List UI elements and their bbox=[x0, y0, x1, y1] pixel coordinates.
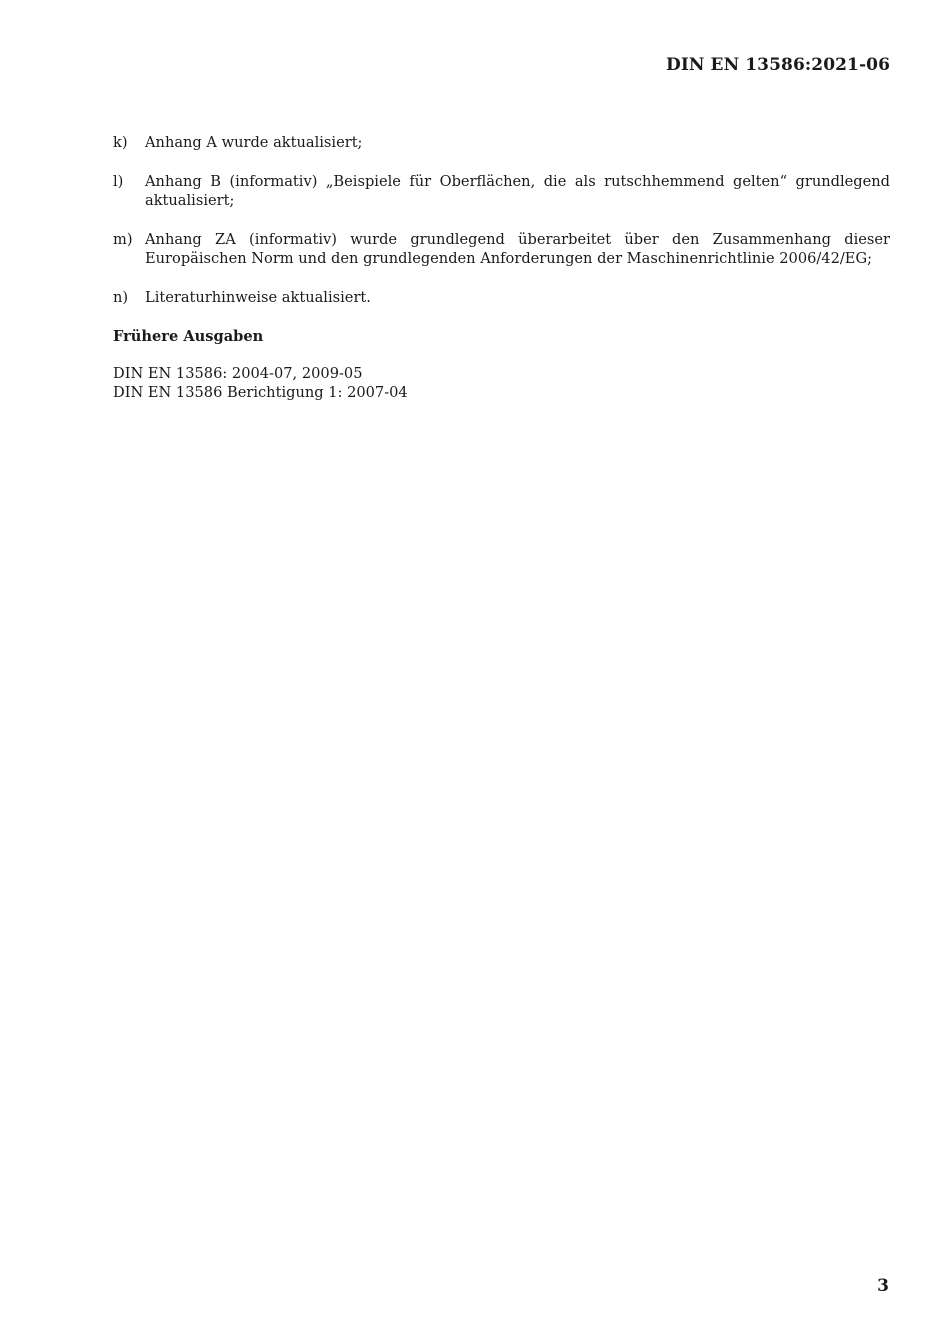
previous-editions-heading: Frühere Ausgaben bbox=[113, 328, 264, 345]
previous-editions-list bbox=[113, 364, 890, 402]
list-item bbox=[113, 288, 890, 307]
list-item bbox=[113, 230, 890, 268]
list-item-text: Literaturhinweise aktualisiert. bbox=[145, 289, 371, 306]
list-item-text: Anhang A wurde aktualisiert; bbox=[145, 134, 363, 151]
list-marker: l) bbox=[113, 173, 124, 190]
list-marker: m) bbox=[113, 231, 133, 248]
list-item-text: Anhang ZA (informativ) wurde grundlegend überarbeitet über den Zusammenhang dieser Europäischen Norm und den grundlegenden Anforderungen der Maschinenrichtlinie 2006/42/EG; bbox=[145, 231, 890, 267]
document-code: DIN EN 13586:2021-06 bbox=[665, 55, 890, 75]
list-item-text: Anhang B (informativ) „Beispiele für Oberflächen, die als rutschhemmend gelten“ grundlegend aktualisiert; bbox=[145, 173, 890, 209]
previous-edition-line: DIN EN 13586 Berichtigung 1: 2007-04 bbox=[113, 384, 408, 401]
previous-edition-line: DIN EN 13586: 2004-07, 2009-05 bbox=[113, 365, 363, 382]
list-marker: n) bbox=[113, 289, 129, 306]
page-content bbox=[113, 133, 890, 402]
page-number: 3 bbox=[877, 1276, 889, 1296]
list-item bbox=[113, 133, 890, 152]
list-item bbox=[113, 172, 890, 210]
list-marker: k) bbox=[113, 134, 128, 151]
